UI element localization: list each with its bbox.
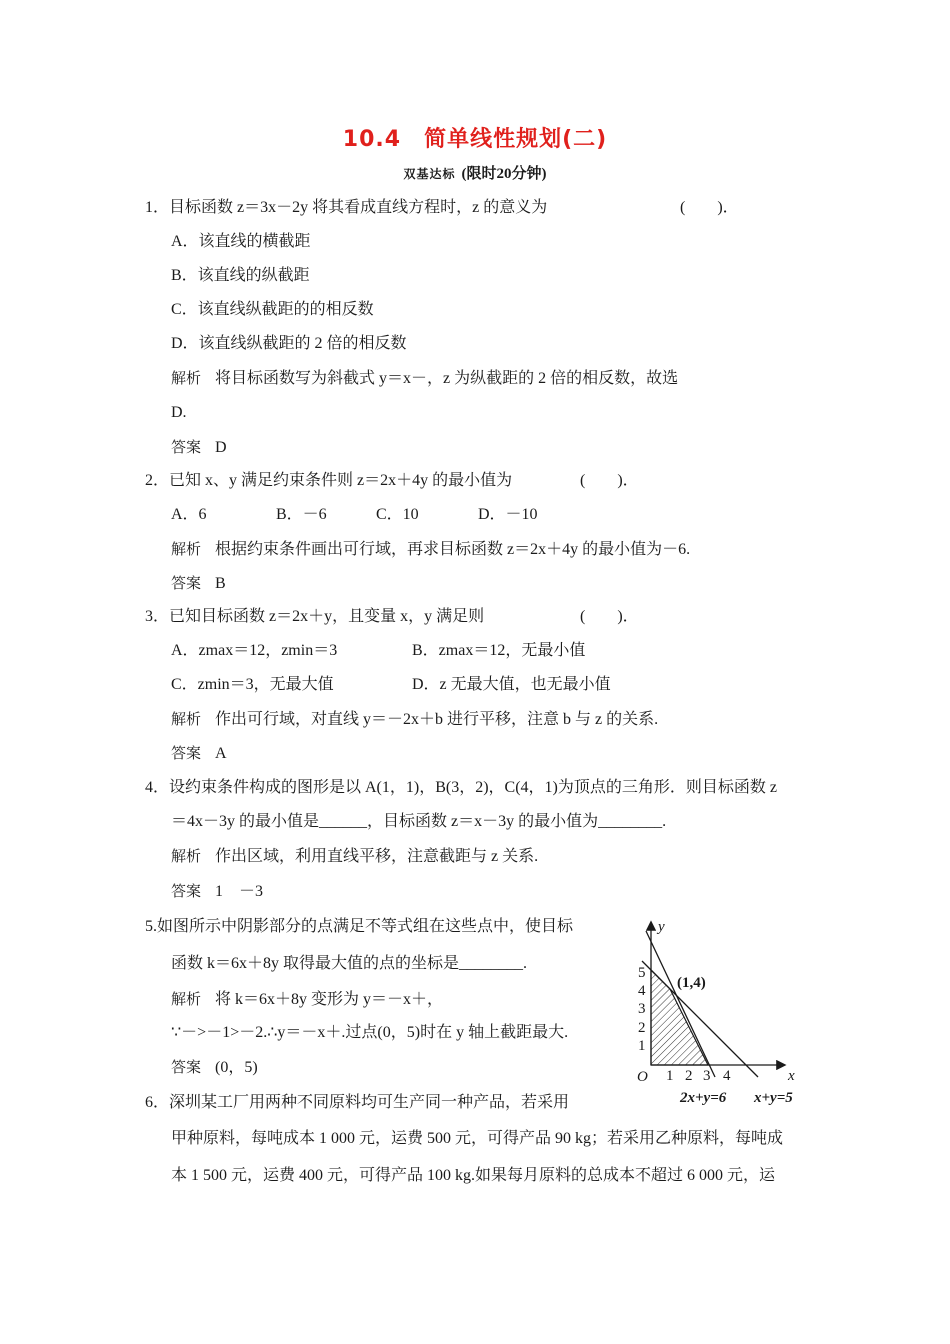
answer-label: 答案 xyxy=(171,882,202,900)
y-tick-5: 5 xyxy=(638,965,646,981)
q4-stem-line1: 4．设约束条件构成的图形是以 A(1，1)，B(3，2)，C(4，1)为顶点的三角形．则目标函数 z xyxy=(145,779,777,796)
answer-label: 答案 xyxy=(171,438,202,456)
q6-line1: 6．深圳某工厂用两种不同原料均可生产同一种产品，若采用 xyxy=(145,1094,570,1111)
q5-analysis-text: 将 k＝6x＋8y 变形为 y＝－x＋， xyxy=(215,991,444,1008)
q2-option-d: D．－10 xyxy=(478,506,538,523)
analysis-label: 解析 xyxy=(171,540,202,558)
q3-analysis xyxy=(171,708,658,731)
y-tick-4: 4 xyxy=(638,983,646,999)
analysis-label: 解析 xyxy=(171,710,202,728)
x-tick-2: 2 xyxy=(685,1068,693,1084)
q3-option-a: A．zmax＝12，zmin＝3 xyxy=(171,642,338,659)
y-tick-3: 3 xyxy=(638,1001,646,1017)
q1-paren: ( )． xyxy=(680,199,739,216)
q4-analysis xyxy=(171,845,538,868)
q3-option-c: C．zmin＝3，无最大值 xyxy=(171,676,334,693)
q1-option-c: C．该直线纵截距的的相反数 xyxy=(171,301,374,318)
answer-label: 答案 xyxy=(171,1058,202,1076)
q4-answer xyxy=(171,880,263,903)
q3-paren: ( )． xyxy=(580,608,639,625)
q4-answer-text: 1 －3 xyxy=(215,883,264,900)
q2-analysis-text: 根据约束条件画出可行域，再求目标函数 z＝2x＋4y 的最小值为－6. xyxy=(215,541,691,558)
q5-stem-line2: 函数 k＝6x＋8y 取得最大值的点的坐标是________. xyxy=(171,955,528,972)
q1-option-a: A．该直线的横截距 xyxy=(171,233,311,250)
feasible-region-figure xyxy=(628,917,813,1107)
origin-label: O xyxy=(637,1069,648,1085)
answer-label: 答案 xyxy=(171,744,202,762)
subtitle-time: (限时20分钟) xyxy=(461,166,547,182)
analysis-label: 解析 xyxy=(171,847,202,865)
q2-answer xyxy=(171,572,226,595)
y-axis-label: y xyxy=(658,919,665,935)
q1-analysis xyxy=(171,367,678,390)
q4-stem-line2: ＝4x－3y 的最小值是______，目标函数 z＝x－3y 的最小值为________. xyxy=(171,813,667,830)
q6-line3: 本 1 500 元，运费 400 元，可得产品 100 kg.如果每月原料的总成本不超过 6 000 元，运 xyxy=(171,1167,776,1184)
q3-answer xyxy=(171,742,227,765)
q2-options xyxy=(171,504,538,526)
q4-analysis-text: 作出区域，利用直线平移，注意截距与 z 关系. xyxy=(215,848,539,865)
q2-option-c: C．10 xyxy=(376,506,419,523)
q2-option-a: A．6 xyxy=(171,506,207,523)
q5-answer-text: (0，5) xyxy=(215,1059,258,1076)
q2-paren: ( )． xyxy=(580,472,639,489)
x-tick-4: 4 xyxy=(723,1068,731,1084)
q3-option-b: B．zmax＝12，无最小值 xyxy=(412,642,586,659)
q3-stem: 3．已知目标函数 z＝2x＋y，且变量 x，y 满足则 xyxy=(145,608,485,625)
q1-answer xyxy=(171,436,227,459)
q1-option-d: D．该直线纵截距的 2 倍的相反数 xyxy=(171,335,407,352)
q1-stem: 1．目标函数 z＝3x－2y 将其看成直线方程时，z 的意义为 xyxy=(145,199,548,216)
q3-answer-text: A xyxy=(215,745,227,762)
q3-option-d: D．z 无最大值，也无最小值 xyxy=(412,676,611,693)
q5-analysis-cont: ∵－>－1>－2.∴y＝－x＋.过点(0，5)时在 y 轴上截距最大. xyxy=(171,1024,569,1041)
answer-label: 答案 xyxy=(171,574,202,592)
q1-answer-text: D xyxy=(215,439,227,456)
q5-analysis xyxy=(171,988,443,1011)
line2-label: x+y=5 xyxy=(754,1090,793,1106)
point-label: (1,4) xyxy=(677,975,706,991)
q1-analysis-text: 将目标函数写为斜截式 y＝x－，z 为纵截距的 2 倍的相反数，故选 xyxy=(215,370,679,387)
y-tick-1: 1 xyxy=(638,1038,646,1054)
q5-stem-line1: 5.如图所示中阴影部分的点满足不等式组在这些点中，使目标 xyxy=(145,918,574,935)
q2-stem: 2．已知 x、y 满足约束条件则 z＝2x＋4y 的最小值为 xyxy=(145,472,513,489)
q5-answer xyxy=(171,1056,258,1079)
q1-analysis-cont: D. xyxy=(171,404,187,421)
analysis-label: 解析 xyxy=(171,369,202,387)
q3-analysis-text: 作出可行域，对直线 y＝－2x＋b 进行平移，注意 b 与 z 的关系. xyxy=(215,711,659,728)
q6-line2: 甲种原料，每吨成本 1 000 元，运费 500 元，可得产品 90 kg；若采用乙种原料，每吨成 xyxy=(171,1130,784,1147)
y-tick-2: 2 xyxy=(638,1020,646,1036)
line1-label: 2x+y=6 xyxy=(680,1090,727,1106)
q1-option-b: B．该直线的纵截距 xyxy=(171,267,310,284)
page-subtitle xyxy=(0,162,950,183)
x-axis-label: x xyxy=(788,1068,795,1084)
q2-answer-text: B xyxy=(215,575,226,592)
q2-option-b: B．－6 xyxy=(276,506,327,523)
analysis-label: 解析 xyxy=(171,990,202,1008)
page-title: 10.4 简单线性规划(二) xyxy=(342,127,608,152)
x-tick-1: 1 xyxy=(666,1068,674,1084)
q2-analysis xyxy=(171,538,690,561)
x-tick-3: 3 xyxy=(703,1068,711,1084)
subtitle-tag: 双基达标 xyxy=(403,167,456,181)
